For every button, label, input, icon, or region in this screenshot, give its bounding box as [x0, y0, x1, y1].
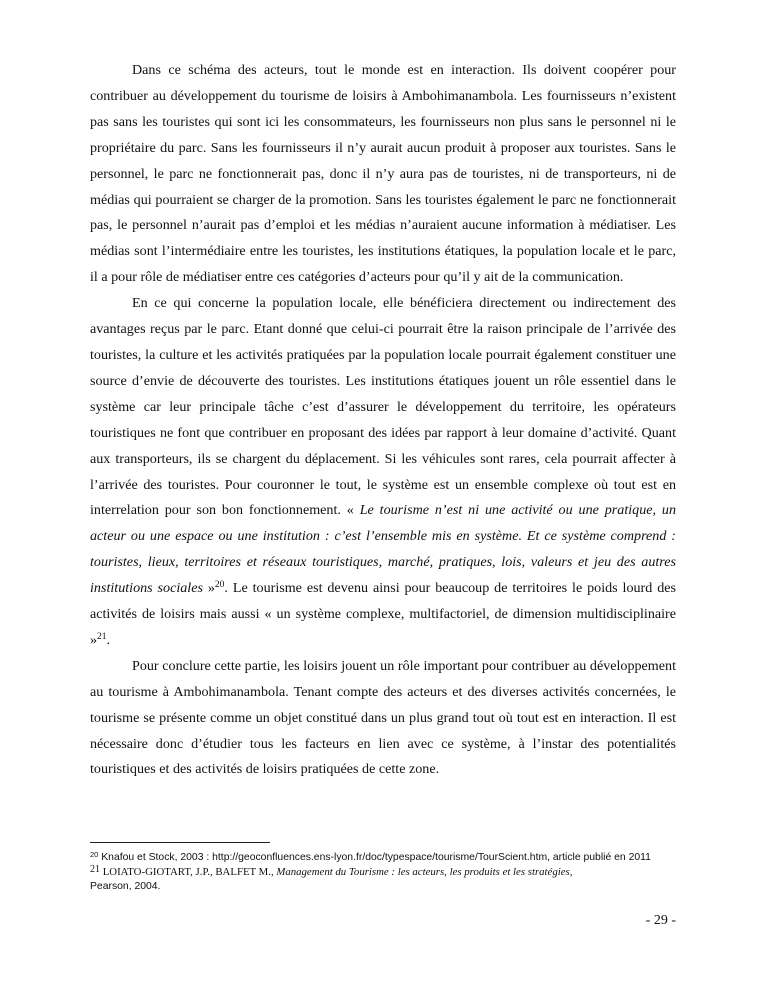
- footnotes: [90, 842, 676, 895]
- footnote-authors: LOIATO-GIOTART, J.P., BALFET M.,: [100, 866, 277, 879]
- footnote-ref-21[interactable]: 21: [97, 631, 107, 642]
- footnote-separator: [90, 842, 270, 843]
- footnote-ref-20[interactable]: 20: [214, 580, 225, 591]
- paragraph-text: .: [106, 631, 111, 648]
- document-body: [90, 58, 676, 783]
- footnote-number: 20: [90, 850, 99, 859]
- footnote-publisher: Pearson, 2004.: [90, 881, 161, 893]
- quote-close: »: [202, 580, 215, 597]
- paragraph-text: En ce qui concerne la population locale, elle bénéficiera directement ou indirectement des avantages reçus par le parc. Etant donné que celui-ci pourrait être la raison principale de l’arrivée des touristes, la culture et les activités pratiquées par la population locale pourrait également constituer une source d’envie de découverte des touristes. Les institutions étatiques jouent un rôle essentiel dans le système car leur principale tâche c’est d’assurer le développement du territoire, les opérateurs touristiques ne font que contribuer en proposant des idées par rapport à leur domaine d’activité. Quant aux transporteurs, ils se chargent du déplacement. Si les véhicules sont rares, cela pourrait affecter à l’arrivée des touristes. Pour couronner le tout, le système est un ensemble complexe où tout est en interrelation pour son bon fonctionnement. «: [90, 295, 676, 519]
- paragraph-local-population: [90, 291, 676, 654]
- footnote-number: 21: [90, 864, 100, 876]
- paragraph-actors: Dans ce schéma des acteurs, tout le monde est en interaction. Ils doivent coopérer pour contribuer au développement du tourisme de loisirs à Ambohimanambola. Les fournisseurs n’existent pas sans les touristes qui sont ici les consommateurs, les fournisseurs non plus sans le personnel ni le propriétaire du parc. Sans les fournisseurs il n’y aurait aucun produit à proposer aux touristes. Sans le personnel, le parc ne fonctionnerait pas, donc il n’y aura pas de touristes, ni de transporteurs, ni de médias qui pourraient se charger de la promotion. Sans les touristes également le parc ne fonctionnerait pas, le personnel n’aurait pas d’emploi et les médias n’auraient aucune information à médiatiser. Les médias sont l’intermédiaire entre les touristes, les institutions étatiques, la population locale et le parc, il a pour rôle de médiatiser entre ces catégories d’acteurs pour qu’il y ait de la communication.: [90, 62, 676, 286]
- footnote-21: [90, 865, 676, 894]
- footnote-text: Knafou et Stock, 2003 : http://geoconfluences.ens-lyon.fr/doc/typespace/tourisme/TourScient.htm, article publié en 2011: [98, 852, 651, 863]
- paragraph-conclusion: Pour conclure cette partie, les loisirs jouent un rôle important pour contribuer au développement au tourisme à Ambohimanambola. Tenant compte des acteurs et des diverses activités concernées, le tourisme se présente comme un objet constitué dans un plus grand tout où tout est en interaction. Il est nécessaire donc d’étudier tous les facteurs en lien avec ce système, à l’instar des potentialités touristiques et des activités de loisirs pratiquées de cette zone.: [90, 657, 676, 778]
- quote-text: Le tourisme n’est ni une activité ou une pratique, un acteur ou une espace ou une institution : c’est l’ensemble mis en système. Et ce système comprend : touristes, lieux, territoires et réseaux touristiques, marché, pratiques, lois, valeurs et jeu des autres institutions sociales: [90, 502, 676, 597]
- page-number: - 29 -: [645, 913, 676, 928]
- paragraph-text: . Le tourisme est devenu ainsi pour beaucoup de territoires le poids lourd des activités de loisirs mais aussi « un système complexe, multifactoriel, de dimension multidisciplinaire »: [90, 580, 676, 648]
- footnote-title: Management du Tourisme : les acteurs, les produits et les stratégies,: [276, 866, 573, 879]
- footnote-20: [90, 851, 676, 865]
